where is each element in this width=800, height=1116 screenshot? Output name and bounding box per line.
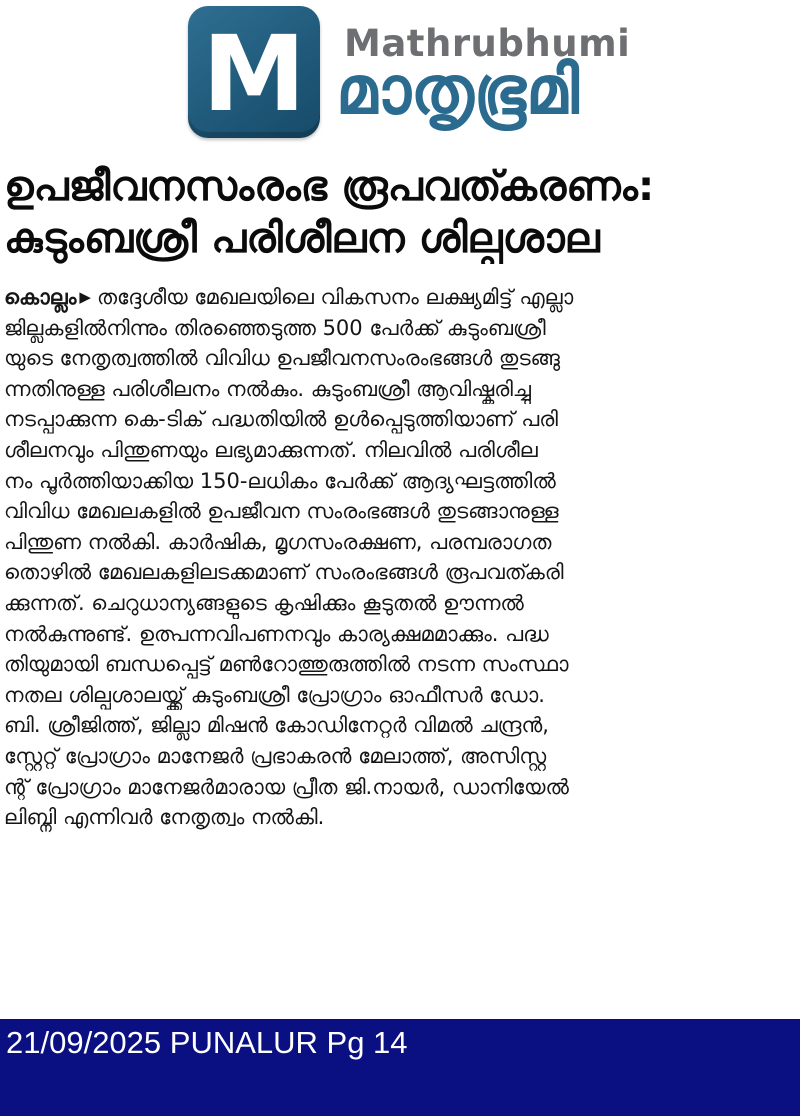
- article-line: ന്റ് പ്രോഗ്രാം മാനേജർമാരായ പ്രീത ജി.നായർ, ഡാനിയേൽ: [4, 774, 569, 799]
- article-line: തൊഴിൽ മേഖലകളിലടക്കമാണ് സംരംഭങ്ങൾ രൂപവത്കരി: [4, 560, 564, 585]
- article-text: തദ്ദേശീയ മേഖലയിലെ വികസനം ലക്ഷ്യമിട്ട് എല്ലാ: [96, 285, 574, 309]
- article-line: ശീലനവും പിന്തുണയും ലഭ്യമാക്കുന്നത്. നിലവിൽ പരിശീല: [4, 437, 538, 462]
- article-line: നതല ശില്പശാലയ്ക്ക് കുടുംബശ്രീ പ്രോഗ്രാം ഓഫീസർ ഡോ.: [4, 682, 545, 707]
- article-line: [4, 282, 796, 313]
- article-line: നൽകുന്നുണ്ട്. ഉത്പന്നവിപണനവും കാര്യക്ഷമമാക്കും. പദ്ധ: [4, 621, 549, 646]
- article-line: ജില്ലകളിൽനിന്നും തിരഞ്ഞെടുത്ത 500 പേർക്ക് കുടുംബശ്രീ: [4, 315, 546, 340]
- article-line: ബി. ശ്രീജിത്ത്, ജില്ലാ മിഷൻ കോഡിനേറ്റർ വിമൽ ചന്ദ്രൻ,: [4, 713, 549, 738]
- brand-name-latin: Mathrubhumi: [344, 22, 631, 65]
- article-line: ക്കുന്നത്. ചെറുധാന്യങ്ങളുടെ കൃഷിക്കും കൂടുതൽ ഊന്നൽ: [4, 590, 524, 615]
- article-line: തിയുമായി ബന്ധപ്പെട്ട് മൺറോത്തുരുത്തിൽ നടന്ന സംസ്ഥാ: [4, 652, 569, 677]
- headline: [4, 160, 796, 264]
- article-line: ന്നതിനുള്ള പരിശീലനം നൽകും. കുടുംബശ്രീ ആവിഷ്കരിച്ചു: [4, 376, 531, 401]
- logo-letter: M: [202, 13, 306, 135]
- article-line: പിന്തുണ നൽകി. കാർഷിക, മൃഗസംരക്ഷണ, പരമ്പരാഗത: [4, 529, 552, 554]
- masthead: [186, 6, 726, 146]
- article-line: യുടെ നേതൃത്വത്തിൽ വിവിധ ഉപജീവനസംരംഭങ്ങൾ തുടങ്ങു: [4, 346, 560, 371]
- headline-line-2: കുടുംബശ്രീ പരിശീലന ശില്പശാല: [4, 214, 600, 262]
- edition-label: 21/09/2025 PUNALUR Pg 14: [6, 1025, 408, 1060]
- triangle-right-icon: ▶: [79, 288, 91, 306]
- article-line: നടപ്പാക്കുന്ന കെ-ടിക് പദ്ധതിയിൽ ഉൾപ്പെടുത്തിയാണ് പരി: [4, 407, 558, 432]
- footer-bar: [0, 1019, 800, 1116]
- mathrubhumi-logo-icon: [188, 6, 320, 138]
- article-line: നം പൂർത്തിയാക്കിയ 150-ലധികം പേർക്ക് ആദ്യഘട്ടത്തിൽ: [4, 468, 556, 493]
- article-body: [4, 282, 796, 833]
- article-line: സ്റ്റേറ്റ് പ്രോഗ്രാം മാനേജർ പ്രഭാകരൻ മേലാത്ത്, അസിസ്റ്റ: [4, 743, 547, 768]
- dateline: കൊല്ലം: [4, 285, 77, 309]
- article-line: ലിബ്നി എന്നിവർ നേതൃത്വം നൽകി.: [4, 805, 325, 830]
- headline-line-1: ഉപജീവനസംരംഭ രൂപവത്കരണം:: [4, 162, 655, 210]
- article-line: വിവിധ മേഖലകളിൽ ഉപജീവന സംരംഭങ്ങൾ തുടങ്ങാനുള്ള: [4, 499, 559, 524]
- brand-name-malayalam: മാതൃഭൂമി: [336, 52, 580, 129]
